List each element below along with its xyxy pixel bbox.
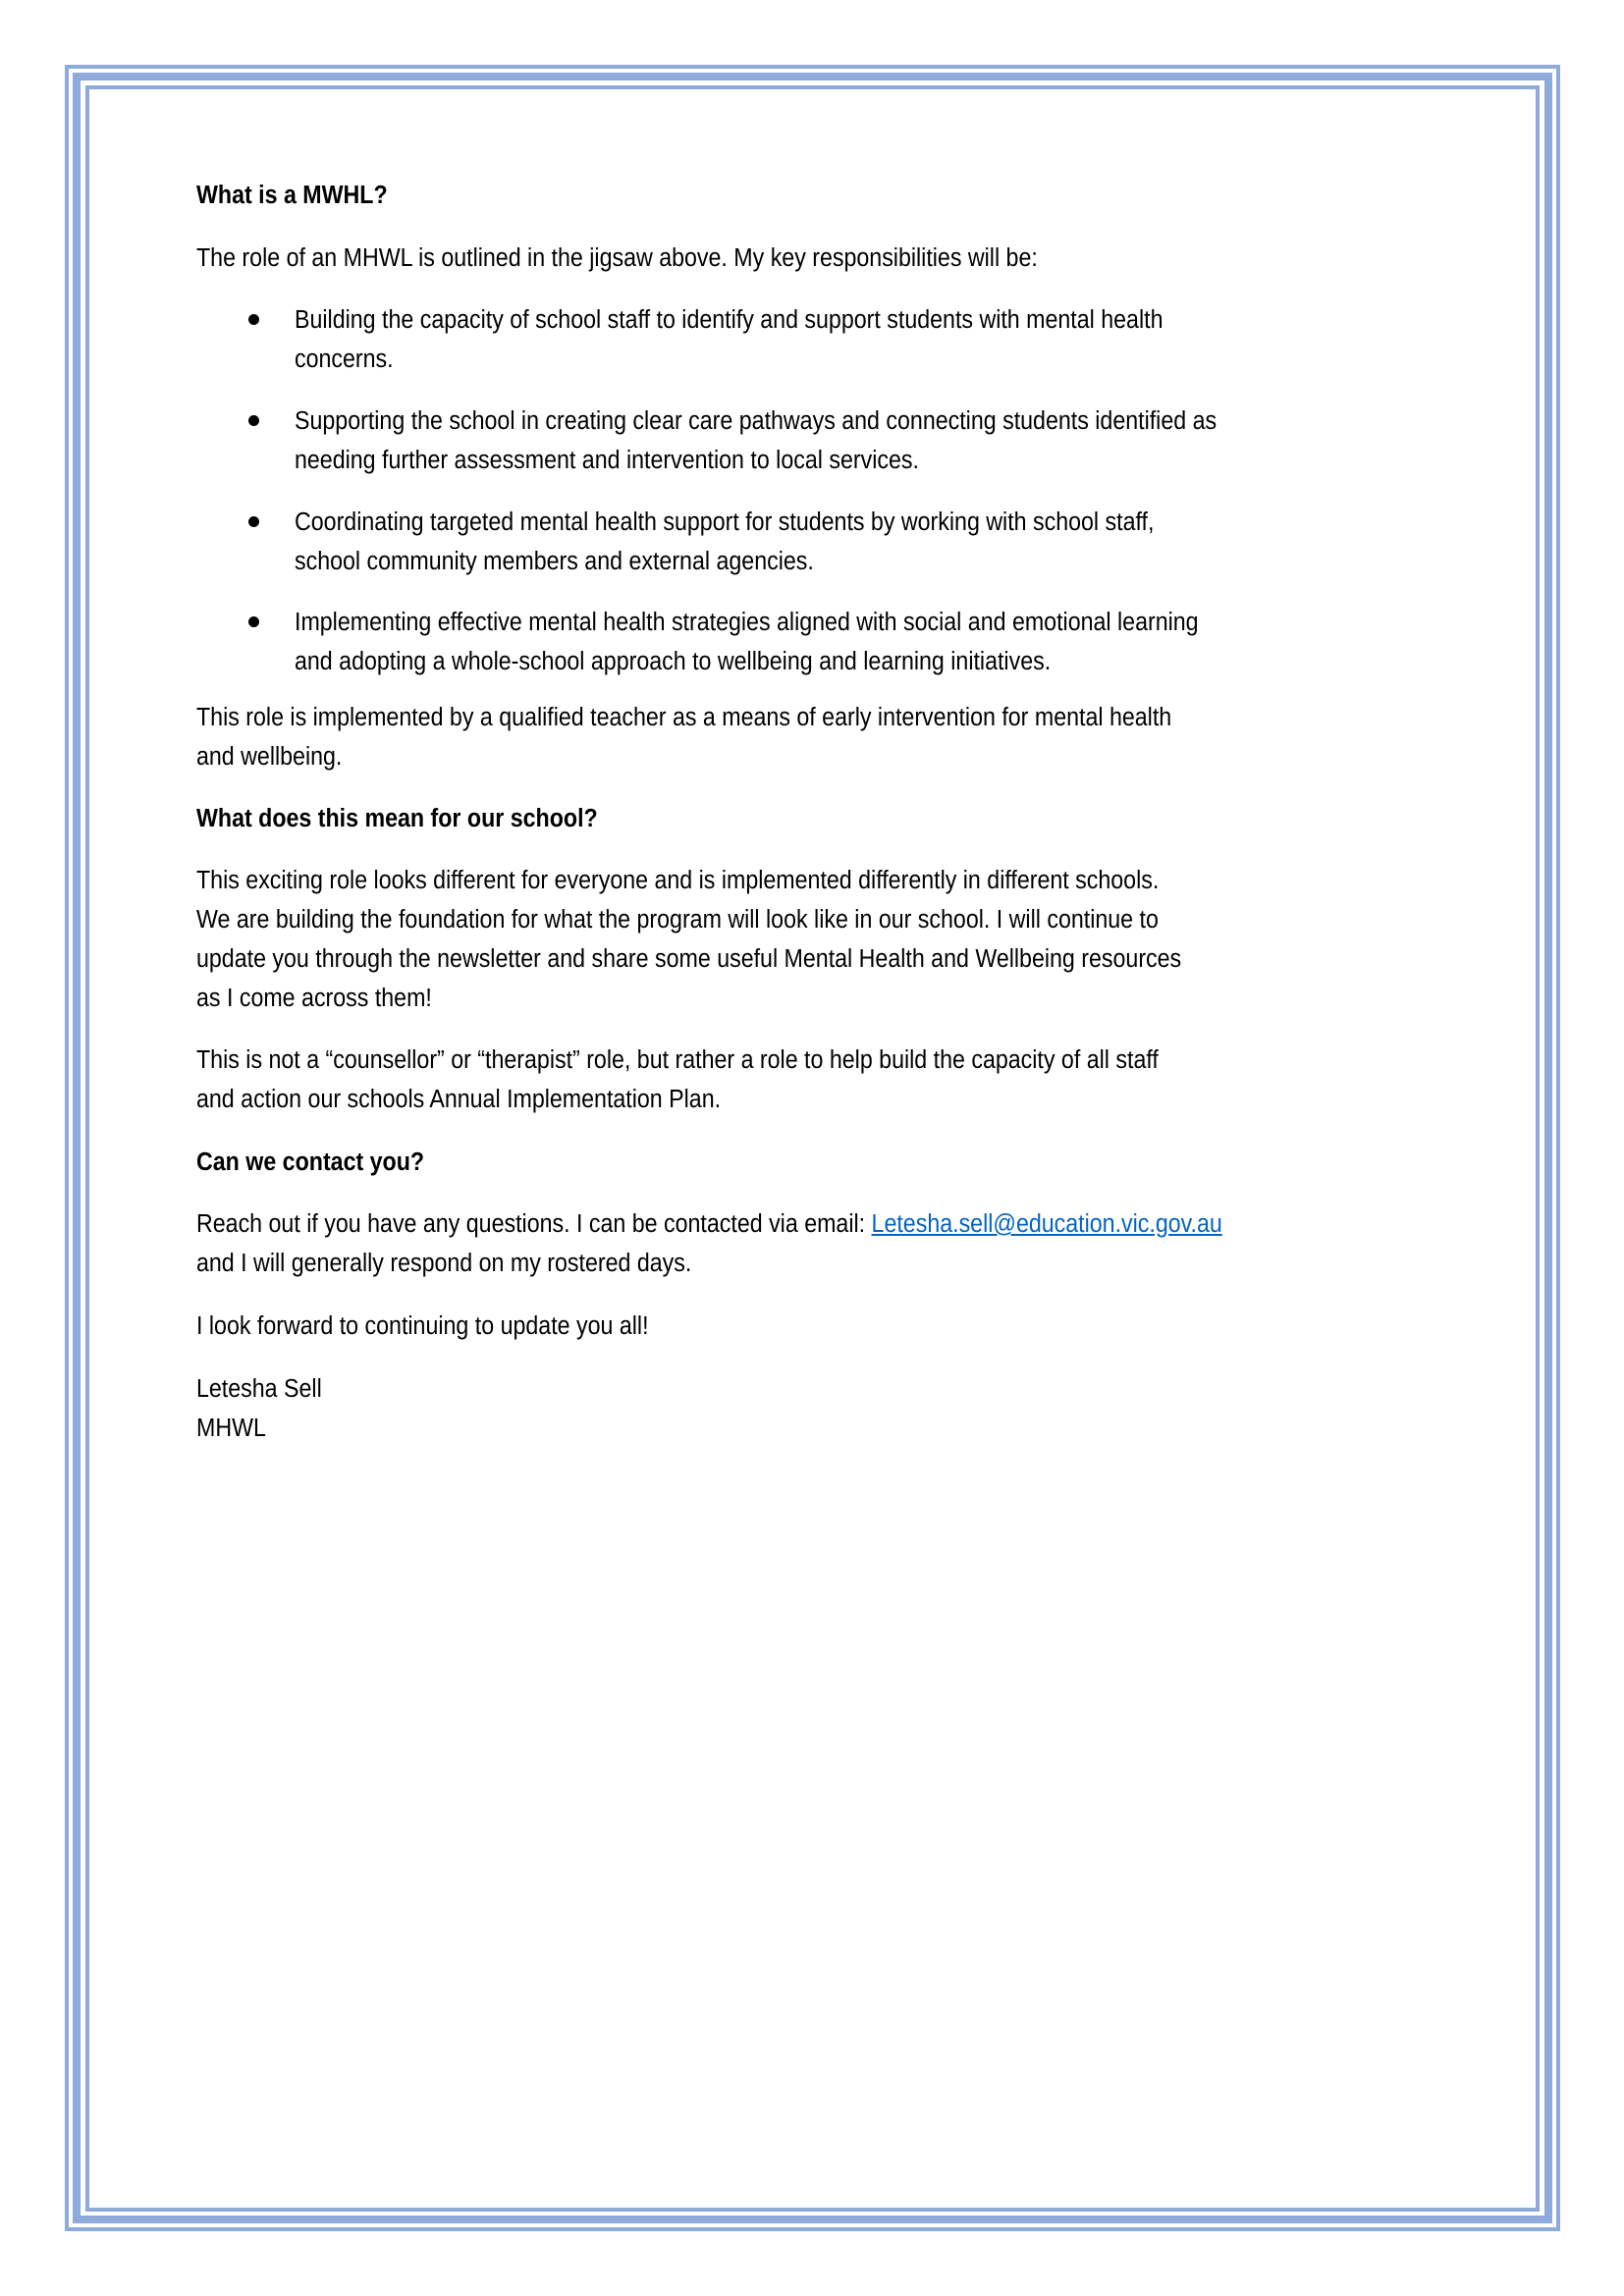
- signature-title: MHWL: [196, 1415, 266, 1442]
- list-item-line: Coordinating targeted mental health support for students by working with school staff,: [295, 508, 1155, 536]
- list-item-line: Implementing effective mental health strategies aligned with social and emotional learning: [295, 609, 1199, 636]
- intro-paragraph: The role of an MHWL is outlined in the jigsaw above. My key responsibilities will be:: [196, 244, 1038, 272]
- heading-can-we-contact: Can we contact you?: [196, 1148, 425, 1176]
- list-item-line: and adopting a whole-school approach to wellbeing and learning initiatives.: [295, 648, 1052, 675]
- paragraph-line: and action our schools Annual Implementation Plan.: [196, 1086, 722, 1113]
- bullet-icon: [248, 616, 259, 627]
- bullet-icon: [248, 314, 259, 325]
- paragraph-line: as I come across them!: [196, 985, 432, 1012]
- heading-what-is-mwhl: What is a MWHL?: [196, 182, 388, 209]
- paragraph-line: We are building the foundation for what the program will look like in our school. I will continue to: [196, 906, 1159, 934]
- paragraph-line: This is not a “counsellor” or “therapist” role, but rather a role to help build the capacity of all staff: [196, 1046, 1159, 1074]
- bullet-icon: [248, 516, 259, 527]
- list-item-line: Supporting the school in creating clear care pathways and connecting students identified as: [295, 407, 1218, 435]
- bullet-icon: [248, 415, 259, 426]
- heading-what-does-this-mean: What does this mean for our school?: [196, 805, 598, 832]
- email-link[interactable]: Letesha.sell@education.vic.gov.au: [871, 1210, 1222, 1238]
- contact-prefix: Reach out if you have any questions. I can be contacted via email:: [196, 1210, 872, 1238]
- paragraph-line: update you through the newsletter and share some useful Mental Health and Wellbeing resources: [196, 945, 1182, 973]
- paragraph-line: This exciting role looks different for everyone and is implemented differently in different schools.: [196, 867, 1160, 894]
- closing-paragraph-line: This role is implemented by a qualified teacher as a means of early intervention for mental health: [196, 704, 1172, 731]
- farewell-text: I look forward to continuing to update you all!: [196, 1312, 649, 1340]
- signature-name: Letesha Sell: [196, 1375, 322, 1403]
- contact-line: [196, 1209, 1222, 1239]
- list-item-line: concerns.: [295, 346, 394, 373]
- closing-paragraph-line: and wellbeing.: [196, 743, 343, 771]
- list-item-line: needing further assessment and intervention to local services.: [295, 447, 919, 474]
- contact-line-2: and I will generally respond on my rostered days.: [196, 1250, 692, 1277]
- list-item-line: school community members and external agencies.: [295, 548, 814, 575]
- list-item-line: Building the capacity of school staff to identify and support students with mental health: [295, 306, 1164, 334]
